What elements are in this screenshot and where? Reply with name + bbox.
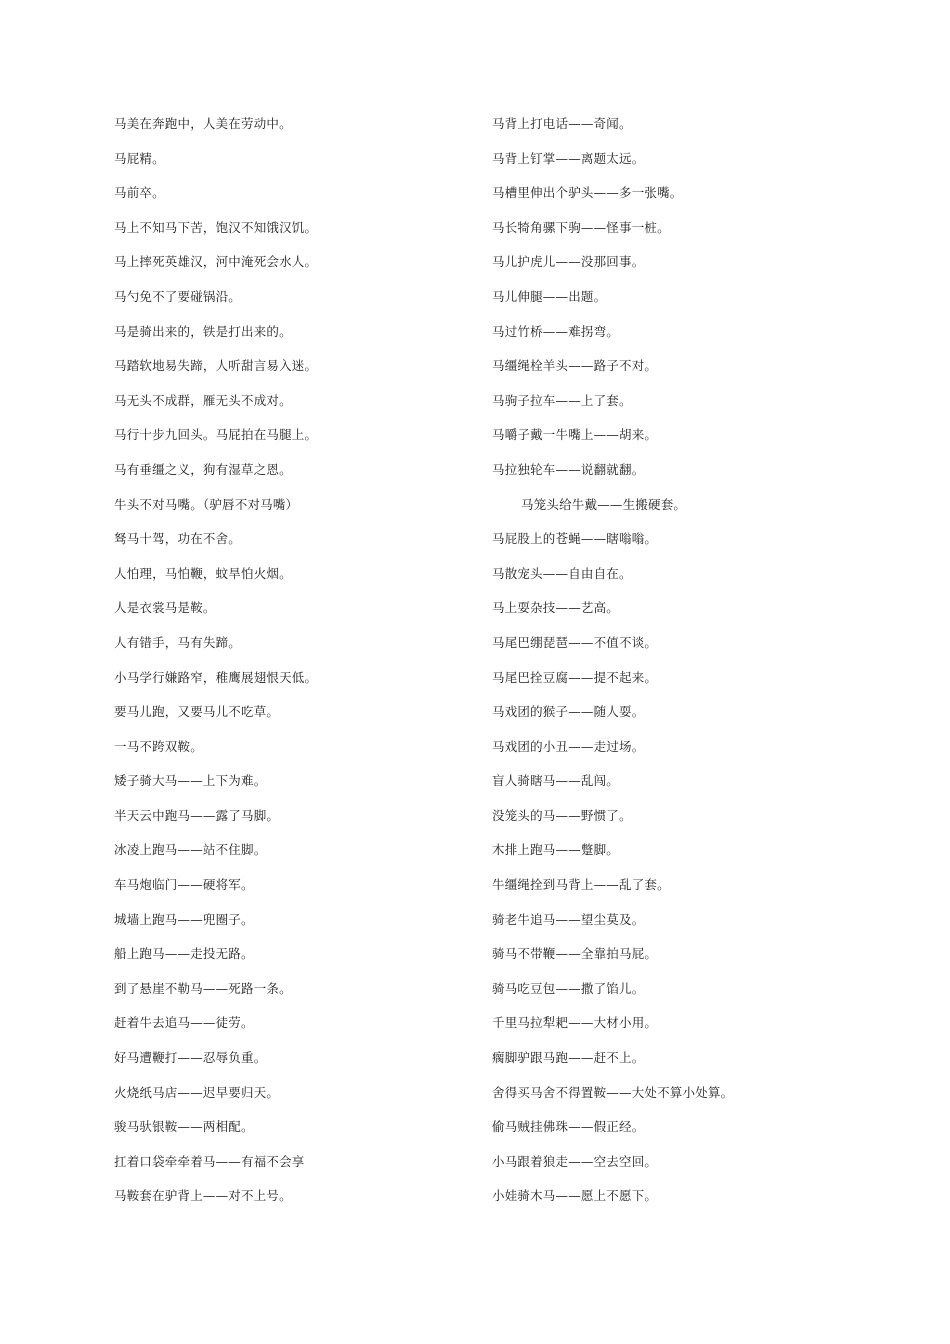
list-item: 马踏软地易失蹄，人听甜言易入迷。 bbox=[114, 358, 318, 374]
list-item: 马嚼子戴一牛嘴上——胡来。 bbox=[492, 427, 658, 443]
list-item: 人怕理，马怕鞭，蚊旱怕火烟。 bbox=[114, 565, 292, 581]
list-item: 骏马驮银鞍——两相配。 bbox=[114, 1119, 254, 1135]
list-item: 马尾巴绷琵琶——不值不谈。 bbox=[492, 634, 658, 650]
list-item: 冰凌上跑马——站不住脚。 bbox=[114, 842, 267, 858]
list-item: 马戏团的猴子——随人耍。 bbox=[492, 704, 645, 720]
list-item: 一马不跨双鞍。 bbox=[114, 738, 203, 754]
list-item: 马儿护虎儿——没那回事。 bbox=[492, 254, 645, 270]
list-item: 马槽里伸出个驴头——多一张嘴。 bbox=[492, 185, 683, 201]
list-item: 没笼头的马——野惯了。 bbox=[492, 807, 632, 823]
list-item: 马屁股上的苍蝇——瞎嗡嗡。 bbox=[492, 531, 658, 547]
list-item: 船上跑马——走投无路。 bbox=[114, 946, 254, 962]
list-item: 马有垂缰之义，狗有湿草之恩。 bbox=[114, 461, 292, 477]
list-item: 矮子骑大马——上下为难。 bbox=[114, 773, 267, 789]
list-item: 骑马不带鞭——全靠拍马屁。 bbox=[492, 946, 658, 962]
list-item: 马无头不成群，雁无头不成对。 bbox=[114, 392, 292, 408]
list-item: 好马遭鞭打——忍辱负重。 bbox=[114, 1050, 267, 1066]
list-item: 马屁精。 bbox=[114, 150, 165, 166]
list-item: 马缰绳栓羊头——路子不对。 bbox=[492, 358, 658, 374]
list-item: 小娃骑木马——愿上不愿下。 bbox=[492, 1188, 658, 1204]
list-item: 马是骑出来的，铁是打出来的。 bbox=[114, 323, 292, 339]
list-item: 扛着口袋牵牵着马——有福不会享 bbox=[114, 1153, 305, 1169]
list-item: 马鞍套在驴背上——对不上号。 bbox=[114, 1188, 292, 1204]
list-item: 马行十步九回头。马屁拍在马腿上。 bbox=[114, 427, 318, 443]
list-item: 人有错手，马有失蹄。 bbox=[114, 634, 242, 650]
list-item: 马上摔死英雄汉，河中淹死会水人。 bbox=[114, 254, 318, 270]
list-item: 车马炮临门——硬将军。 bbox=[114, 877, 254, 893]
list-item: 瘸脚驴跟马跑——赶不上。 bbox=[492, 1050, 645, 1066]
list-item: 马前卒。 bbox=[114, 185, 165, 201]
list-item: 马过竹桥——难拐弯。 bbox=[492, 323, 620, 339]
list-item: 马上耍杂技——艺高。 bbox=[492, 600, 620, 616]
list-item: 骑老牛追马——望尘莫及。 bbox=[492, 911, 645, 927]
list-item: 小马跟着狼走——空去空回。 bbox=[492, 1153, 658, 1169]
list-item: 到了悬崖不勒马——死路一条。 bbox=[114, 980, 292, 996]
list-item: 半天云中跑马——露了马脚。 bbox=[114, 807, 280, 823]
list-item: 人是衣裳马是鞍。 bbox=[114, 600, 216, 616]
right-column bbox=[492, 113, 932, 1220]
list-item: 马戏团的小丑——走过场。 bbox=[492, 738, 645, 754]
list-item: 千里马拉犁耙——大材小用。 bbox=[492, 1015, 658, 1031]
list-item: 马背上钉掌——离题太远。 bbox=[492, 150, 645, 166]
list-item: 马尾巴拴豆腐——提不起来。 bbox=[492, 669, 658, 685]
list-item: 马勺免不了要碰锅沿。 bbox=[114, 288, 242, 304]
list-item: 骑马吃豆包——撒了馅儿。 bbox=[492, 980, 645, 996]
list-item: 牛缰绳拴到马背上——乱了套。 bbox=[492, 877, 670, 893]
list-item: 马美在奔跑中，人美在劳动中。 bbox=[114, 116, 292, 131]
list-item: 要马儿跑，又要马儿不吃草。 bbox=[114, 704, 280, 720]
list-item: 马儿伸腿——出题。 bbox=[492, 288, 607, 304]
list-item: 赶着牛去追马——徒劳。 bbox=[114, 1015, 254, 1031]
list-item: 马上不知马下苦，饱汉不知饿汉饥。 bbox=[114, 219, 318, 235]
list-item: 马散宠头——自由自在。 bbox=[492, 565, 632, 581]
list-item: 火烧纸马店——迟早要归天。 bbox=[114, 1084, 280, 1100]
list-item: 马拉独轮车——说翻就翻。 bbox=[492, 461, 645, 477]
list-item: 马长犄角骡下驹——怪事一桩。 bbox=[492, 219, 670, 235]
list-item: 小马学行嫌路窄，稚鹰展翅恨天低。 bbox=[114, 669, 318, 685]
list-item: 偷马贼挂佛珠——假正经。 bbox=[492, 1119, 645, 1135]
left-column bbox=[114, 113, 474, 1220]
list-item: 马驹子拉车——上了套。 bbox=[492, 392, 632, 408]
list-item: 牛头不对马嘴。（驴唇不对马嘴） bbox=[114, 496, 299, 512]
list-item: 盲人骑瞎马——乱闯。 bbox=[492, 773, 620, 789]
list-item: 驽马十驾，功在不舍。 bbox=[114, 531, 242, 547]
list-item: 城墙上跑马——兜圈子。 bbox=[114, 911, 254, 927]
list-item: 木排上跑马——蹩脚。 bbox=[492, 842, 620, 858]
list-item: 马背上打电话——奇闻。 bbox=[492, 116, 632, 131]
list-item: 马笼头给牛戴——生搬硬套。 bbox=[521, 496, 687, 512]
list-item: 舍得买马舍不得置鞍——大处不算小处算。 bbox=[492, 1084, 734, 1100]
